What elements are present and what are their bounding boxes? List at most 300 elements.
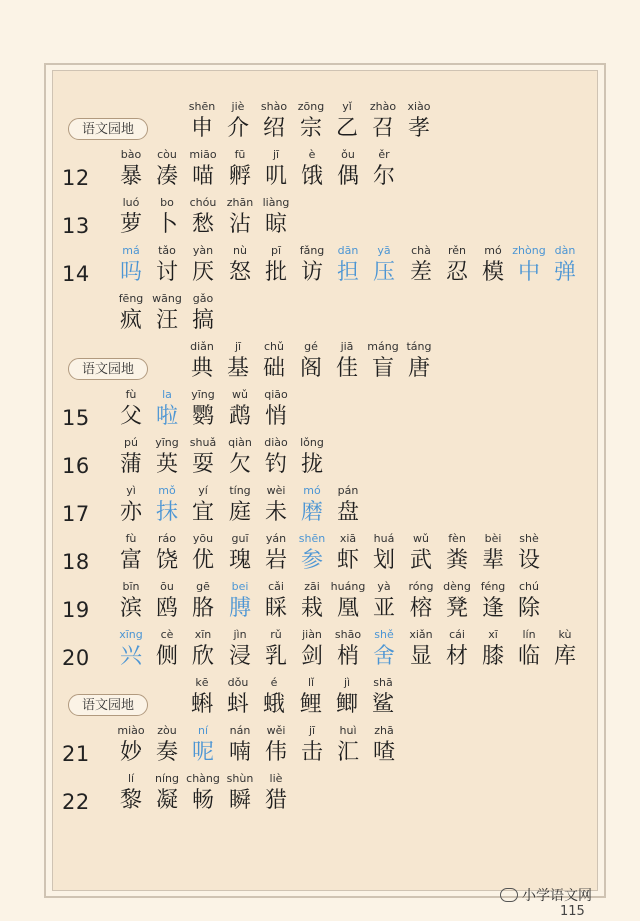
char-cell [256, 676, 292, 720]
char-cell [365, 676, 401, 720]
hanzi: 晾 [264, 212, 287, 237]
char-cell [113, 532, 149, 576]
pinyin: róng [408, 580, 434, 593]
hanzi: 虾 [336, 548, 359, 573]
pinyin: bīn [122, 580, 140, 593]
hanzi: 佳 [335, 356, 358, 381]
hanzi: 鹦 [191, 404, 214, 429]
char-cell [185, 484, 221, 528]
char-cell [330, 244, 366, 288]
hanzi: 辈 [481, 548, 504, 573]
hanzi: 粪 [445, 548, 468, 573]
char-row [0, 724, 640, 772]
pinyin: huáng [330, 580, 366, 593]
hanzi: 愁 [191, 212, 214, 237]
char-row [0, 676, 640, 724]
pinyin: cǎi [268, 580, 284, 593]
hanzi: 宗 [299, 116, 322, 141]
hanzi: 担 [336, 260, 359, 285]
hanzi: 偶 [336, 164, 359, 189]
hanzi: 搞 [191, 308, 214, 333]
char-cell [220, 100, 256, 144]
char-cell [113, 628, 149, 672]
pinyin: bo [160, 196, 174, 209]
pinyin: táng [406, 340, 432, 353]
char-cell [439, 628, 475, 672]
char-cell [258, 196, 294, 240]
char-cell [258, 244, 294, 288]
char-cell [511, 244, 547, 288]
pinyin: chóu [189, 196, 217, 209]
hanzi: 凝 [155, 788, 178, 813]
pinyin: má [122, 244, 140, 257]
pinyin: zòu [157, 724, 177, 737]
hanzi: 吗 [119, 260, 142, 285]
pinyin: xī [488, 628, 498, 641]
hanzi: 阁 [299, 356, 322, 381]
hanzi: 伟 [264, 740, 287, 765]
hanzi: 叽 [264, 164, 287, 189]
pinyin: chà [411, 244, 431, 257]
char-cell [256, 340, 292, 384]
hanzi: 模 [481, 260, 504, 285]
pinyin: gé [304, 340, 318, 353]
char-cell [547, 628, 583, 672]
hanzi: 蝌 [190, 692, 213, 717]
char-cell [258, 484, 294, 528]
pinyin: ěr [378, 148, 390, 161]
char-cell [149, 580, 185, 624]
char-cell [149, 244, 185, 288]
pinyin: rěn [447, 244, 467, 257]
pinyin: dǒu [227, 676, 249, 689]
char-cell [365, 340, 401, 384]
char-cell [256, 100, 292, 144]
pinyin: níng [155, 772, 179, 785]
pinyin: ní [197, 724, 209, 737]
char-cell [258, 724, 294, 768]
pinyin: yán [265, 532, 287, 545]
pinyin: xiā [339, 532, 357, 545]
pinyin: qiàn [228, 436, 252, 449]
pinyin: é [270, 676, 278, 689]
hanzi: 绍 [262, 116, 285, 141]
hanzi: 畅 [191, 788, 214, 813]
hanzi: 基 [226, 356, 249, 381]
char-cell [439, 580, 475, 624]
hanzi: 中 [517, 260, 540, 285]
pinyin: ǒu [341, 148, 355, 161]
pinyin: jī [272, 148, 280, 161]
pinyin: chàng [186, 772, 220, 785]
char-cell [222, 724, 258, 768]
char-cell [184, 676, 220, 720]
watermark [500, 885, 592, 905]
char-row [0, 388, 640, 436]
char-cell [294, 724, 330, 768]
char-cell [294, 532, 330, 576]
pinyin: shào [260, 100, 288, 113]
pinyin: diǎn [190, 340, 214, 353]
pinyin: còu [157, 148, 177, 161]
pinyin: yǐ [342, 100, 352, 113]
hanzi: 疯 [119, 308, 142, 333]
lesson-number: 22 [62, 790, 90, 814]
char-cell [511, 580, 547, 624]
char-cell [330, 724, 366, 768]
char-cell [220, 676, 256, 720]
watermark-text: 小学语文网 [522, 888, 592, 904]
hanzi: 忍 [445, 260, 468, 285]
char-cell [547, 244, 583, 288]
pinyin: è [308, 148, 316, 161]
char-cell [366, 244, 402, 288]
pinyin: huá [373, 532, 395, 545]
hanzi: 喵 [191, 164, 214, 189]
char-cell [330, 148, 366, 192]
hanzi: 参 [300, 548, 323, 573]
char-cell [330, 580, 366, 624]
pinyin: shēn [298, 532, 326, 545]
hanzi: 孝 [407, 116, 430, 141]
char-row [0, 484, 640, 532]
char-cell [439, 532, 475, 576]
hanzi: 鲫 [335, 692, 358, 717]
pinyin: fū [234, 148, 246, 161]
pinyin: la [162, 388, 172, 401]
hanzi: 富 [119, 548, 142, 573]
pinyin: liàng [262, 196, 290, 209]
hanzi: 睬 [264, 596, 287, 621]
pinyin: shě [374, 628, 394, 641]
char-cell [222, 628, 258, 672]
hanzi: 乳 [264, 644, 287, 669]
char-cell [294, 628, 330, 672]
lesson-number: 18 [62, 550, 90, 574]
char-cell [149, 772, 185, 816]
char-cell [113, 772, 149, 816]
section-badge: 语文园地 [68, 358, 148, 380]
lesson-number: 13 [62, 214, 90, 238]
pinyin: shuǎ [189, 436, 217, 449]
char-row [0, 628, 640, 676]
wechat-icon [500, 888, 518, 902]
hanzi: 梢 [336, 644, 359, 669]
char-cell [258, 388, 294, 432]
char-cell [222, 148, 258, 192]
char-cell [222, 196, 258, 240]
hanzi: 材 [445, 644, 468, 669]
pinyin: zhān [226, 196, 254, 209]
hanzi: 啦 [155, 404, 178, 429]
hanzi: 舍 [372, 644, 395, 669]
char-cell [293, 340, 329, 384]
hanzi: 饶 [155, 548, 178, 573]
pinyin: tíng [229, 484, 251, 497]
hanzi: 介 [226, 116, 249, 141]
char-row [0, 196, 640, 244]
char-cell [294, 436, 330, 480]
char-cell [258, 532, 294, 576]
hanzi: 耍 [191, 452, 214, 477]
pinyin: ráo [158, 532, 176, 545]
hanzi: 武 [409, 548, 432, 573]
hanzi: 胳 [191, 596, 214, 621]
hanzi: 鲤 [299, 692, 322, 717]
char-cell [330, 628, 366, 672]
char-cell [222, 532, 258, 576]
hanzi: 父 [119, 404, 142, 429]
hanzi: 宜 [191, 500, 214, 525]
pinyin: yàn [192, 244, 214, 257]
hanzi: 侧 [155, 644, 178, 669]
pinyin: nù [233, 244, 247, 257]
lesson-number: 21 [62, 742, 90, 766]
hanzi: 础 [262, 356, 285, 381]
pinyin: wǔ [413, 532, 429, 545]
hanzi: 鹉 [228, 404, 251, 429]
char-cell [329, 340, 365, 384]
hanzi: 剑 [300, 644, 323, 669]
lesson-number: 15 [62, 406, 90, 430]
pinyin: yīng [155, 436, 179, 449]
pinyin: jī [308, 724, 316, 737]
char-cell [222, 580, 258, 624]
pinyin: nán [229, 724, 251, 737]
char-cell [185, 436, 221, 480]
hanzi: 滨 [119, 596, 142, 621]
hanzi: 逢 [481, 596, 504, 621]
char-cell [511, 628, 547, 672]
pinyin: wǔ [232, 388, 248, 401]
char-cell [185, 772, 221, 816]
char-row [0, 292, 640, 340]
char-cell [366, 628, 402, 672]
pinyin: lǒng [300, 436, 324, 449]
char-cell [185, 244, 221, 288]
pinyin: yīng [191, 388, 215, 401]
lesson-number: 20 [62, 646, 90, 670]
hanzi: 差 [409, 260, 432, 285]
char-cell [185, 580, 221, 624]
pinyin: dān [337, 244, 359, 257]
hanzi: 拢 [300, 452, 323, 477]
pinyin: tǎo [158, 244, 176, 257]
char-cell [258, 436, 294, 480]
char-cell [365, 100, 401, 144]
pinyin: kù [558, 628, 572, 641]
char-cell [294, 148, 330, 192]
pinyin: cè [160, 628, 174, 641]
char-row [0, 100, 640, 148]
char-cell [366, 724, 402, 768]
lesson-number: 17 [62, 502, 90, 526]
hanzi: 英 [155, 452, 178, 477]
hanzi: 欠 [228, 452, 251, 477]
pinyin: yì [126, 484, 136, 497]
pinyin: zhào [369, 100, 397, 113]
hanzi: 沾 [228, 212, 251, 237]
char-cell [113, 580, 149, 624]
hanzi: 典 [190, 356, 213, 381]
pinyin: shāo [334, 628, 362, 641]
hanzi: 凳 [445, 596, 468, 621]
pinyin: shè [519, 532, 539, 545]
pinyin: pán [337, 484, 359, 497]
char-cell [511, 532, 547, 576]
hanzi: 呢 [191, 740, 214, 765]
char-cell [113, 388, 149, 432]
char-cell [294, 244, 330, 288]
hanzi: 盲 [371, 356, 394, 381]
hanzi: 未 [264, 500, 287, 525]
lesson-number: 19 [62, 598, 90, 622]
hanzi: 蛾 [262, 692, 285, 717]
hanzi: 黎 [119, 788, 142, 813]
char-cell [258, 580, 294, 624]
hanzi: 凑 [155, 164, 178, 189]
hanzi: 膝 [481, 644, 504, 669]
hanzi: 庭 [228, 500, 251, 525]
hanzi: 讨 [155, 260, 178, 285]
char-cell [475, 244, 511, 288]
section-badge: 语文园地 [68, 694, 148, 716]
pinyin: zōng [297, 100, 325, 113]
pinyin: shùn [226, 772, 254, 785]
char-cell [185, 724, 221, 768]
char-cell [330, 532, 366, 576]
char-cell [439, 244, 475, 288]
hanzi: 汇 [336, 740, 359, 765]
char-cell [149, 292, 185, 336]
hanzi: 尔 [372, 164, 395, 189]
hanzi: 栽 [300, 596, 323, 621]
hanzi: 鲨 [371, 692, 394, 717]
pinyin: guī [231, 532, 249, 545]
char-cell [113, 484, 149, 528]
char-cell [403, 244, 439, 288]
hanzi: 库 [553, 644, 576, 669]
char-cell [366, 532, 402, 576]
char-cell [222, 388, 258, 432]
pinyin: fǎng [299, 244, 325, 257]
hanzi: 划 [372, 548, 395, 573]
pinyin: zhòng [512, 244, 546, 257]
hanzi: 显 [409, 644, 432, 669]
pinyin: zhā [374, 724, 394, 737]
pinyin: lín [522, 628, 536, 641]
pinyin: zāi [304, 580, 320, 593]
char-row [0, 340, 640, 388]
char-cell [220, 340, 256, 384]
hanzi: 膊 [228, 596, 251, 621]
hanzi: 欣 [191, 644, 214, 669]
pinyin: miāo [189, 148, 217, 161]
pinyin: pú [124, 436, 138, 449]
pinyin: jiè [231, 100, 245, 113]
pinyin: wèi [266, 484, 286, 497]
pinyin: jiā [340, 340, 354, 353]
char-cell [475, 628, 511, 672]
hanzi: 汪 [155, 308, 178, 333]
hanzi: 妙 [119, 740, 142, 765]
hanzi: 亚 [372, 596, 395, 621]
char-cell [149, 532, 185, 576]
page-number: 115 [560, 904, 585, 919]
hanzi: 设 [517, 548, 540, 573]
char-row [0, 580, 640, 628]
char-cell [329, 676, 365, 720]
hanzi: 申 [190, 116, 213, 141]
hanzi: 盘 [336, 500, 359, 525]
char-cell [366, 148, 402, 192]
pinyin: rǔ [270, 628, 282, 641]
pinyin: yā [377, 244, 391, 257]
hanzi: 奏 [155, 740, 178, 765]
char-cell [330, 484, 366, 528]
hanzi: 萝 [119, 212, 142, 237]
char-cell [403, 532, 439, 576]
pinyin: chǔ [264, 340, 284, 353]
char-cell [222, 244, 258, 288]
hanzi: 磨 [300, 500, 323, 525]
hanzi: 兴 [119, 644, 142, 669]
char-cell [149, 148, 185, 192]
char-cell [222, 484, 258, 528]
hanzi: 悄 [264, 404, 287, 429]
hanzi: 浸 [228, 644, 251, 669]
char-cell [185, 196, 221, 240]
pinyin: diào [264, 436, 288, 449]
hanzi: 召 [371, 116, 394, 141]
char-cell [149, 484, 185, 528]
char-cell [403, 580, 439, 624]
pinyin: lǐ [307, 676, 315, 689]
pinyin: fù [125, 388, 137, 401]
char-cell [184, 100, 220, 144]
char-cell [222, 772, 258, 816]
char-cell [258, 628, 294, 672]
char-cell [294, 580, 330, 624]
pinyin: wěi [266, 724, 286, 737]
char-cell [475, 532, 511, 576]
pinyin: lí [127, 772, 135, 785]
pinyin: qiāo [264, 388, 288, 401]
char-cell [475, 580, 511, 624]
hanzi: 猎 [264, 788, 287, 813]
hanzi: 瞬 [228, 788, 251, 813]
pinyin: yōu [192, 532, 214, 545]
hanzi: 抹 [155, 500, 178, 525]
pinyin: jì [343, 676, 351, 689]
char-cell [329, 100, 365, 144]
char-cell [149, 388, 185, 432]
char-cell [113, 148, 149, 192]
pinyin: jìn [233, 628, 247, 641]
pinyin: máng [367, 340, 399, 353]
pinyin: jiàn [302, 628, 322, 641]
hanzi: 鸥 [155, 596, 178, 621]
lesson-number: 12 [62, 166, 90, 190]
pinyin: xiào [407, 100, 431, 113]
hanzi: 瑰 [228, 548, 251, 573]
hanzi: 榕 [409, 596, 432, 621]
hanzi: 弹 [553, 260, 576, 285]
pinyin: mó [303, 484, 321, 497]
char-row [0, 148, 640, 196]
char-cell [113, 436, 149, 480]
char-cell [401, 340, 437, 384]
